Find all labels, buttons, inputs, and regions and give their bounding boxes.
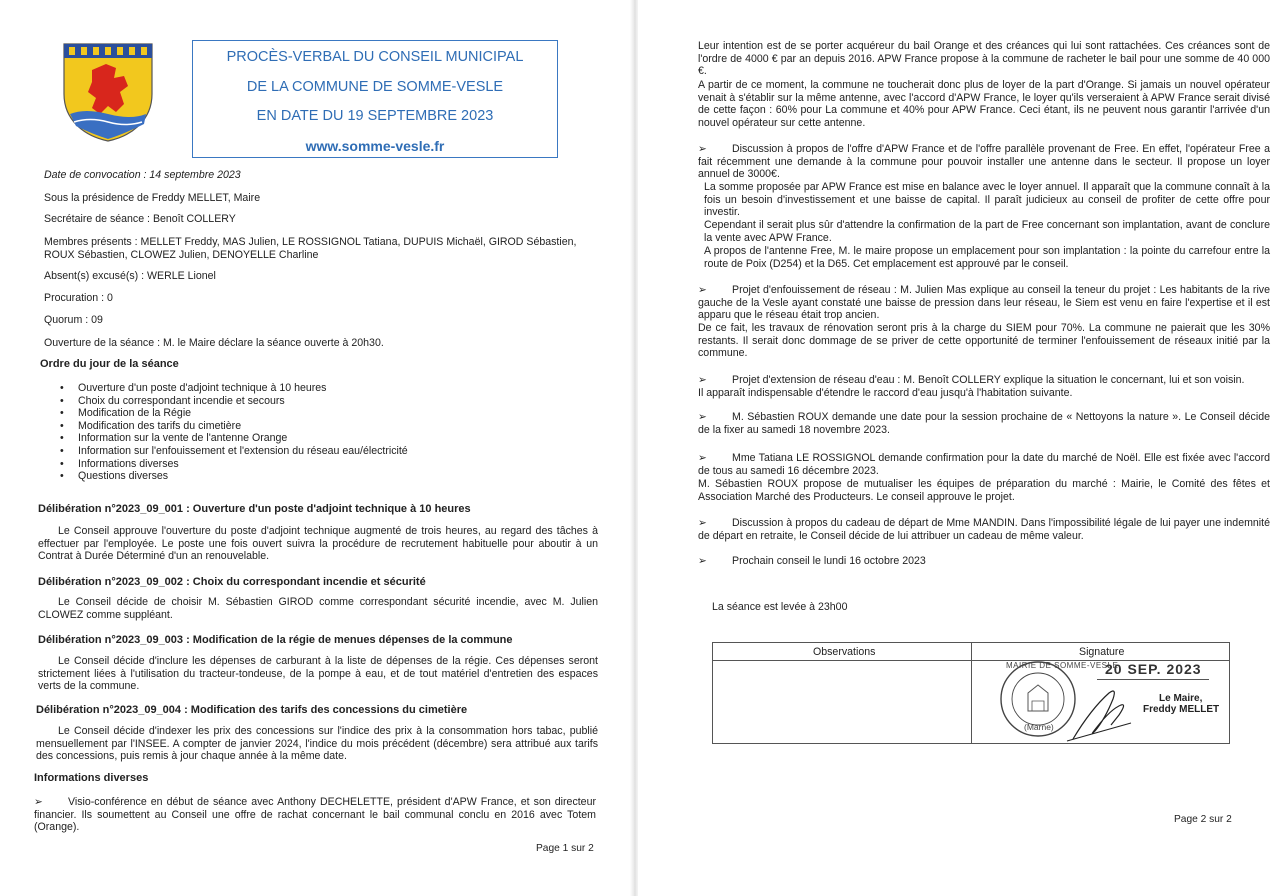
arrow-bullet-icon: ➢ [698, 555, 707, 567]
convocation-date: Date de convocation : 14 septembre 2023 [44, 169, 241, 181]
arrow-bullet-icon: ➢ [698, 374, 707, 386]
observations-header: Observations [813, 646, 876, 658]
presidence-line: Sous la présidence de Freddy MELLET, Maire [44, 192, 261, 204]
deliberation-1-text: Le Conseil approuve l'ouverture du poste d'adjoint technique augmenté de trois heures, au regard des tâches à effectuer par l'employée. Le poste une fois ouvert suivra la procédure de recrutement habituelle pour aboutir à un Contrat à Durée Déterminé d'un an renouvelable. [38, 525, 598, 563]
arrow-bullet-icon: ➢ [698, 284, 707, 296]
ouverture-line: Ouverture de la séance : M. le Maire déclare la séance ouverte à 20h30. [44, 337, 384, 349]
agenda-title: Ordre du jour de la séance [40, 358, 179, 370]
absents-line: Absent(s) excusé(s) : WERLE Lionel [44, 270, 216, 282]
page-1 [0, 0, 634, 896]
quorum-line: Quorum : 09 [44, 314, 103, 326]
agenda-item: • Modification des tarifs du cimetière [58, 420, 408, 433]
extension-item: ➢ Projet d'extension de réseau d'eau : M. Benoît COLLERY explique la situation le concernant, lui et son voisin. [698, 374, 1245, 386]
title-line-3: EN DATE DU 19 SEPTEMBRE 2023 [256, 108, 494, 124]
title-box [192, 40, 558, 158]
deliberation-4-title: Délibération n°2023_09_004 : Modification des tarifs des concessions du cimetière [36, 704, 468, 716]
extension-paragraph-2: Il apparaît indispensable d'étendre le raccord d'eau jusqu'à l'habitation suivante. [698, 387, 1073, 399]
deliberation-3-text: Le Conseil décide d'inclure les dépenses de carburant à la liste de dépenses de la régie. Ces dépenses seront strictement liées à l'utilisation du tracteur-tondeuse, de la pompe à eau, et de tout matériel d'entretien des espaces verts de la commune. [38, 655, 598, 693]
stamp-date: 20 SEP. 2023 [1105, 661, 1202, 677]
deliberation-4-text: Le Conseil décide d'indexer les prix des concessions sur l'indice des prix à la consommation hors tabac, publié mensuellement par l'INSEE. A compter de janvier 2024, l'indice du mois précédent (décembre) sera attribué aux tarifs des concessions, puis remis à jour chaque année à la même date. [36, 725, 598, 763]
seance-levee: La séance est levée à 23h00 [712, 601, 848, 613]
marche-item: ➢ Mme Tatiana LE ROSSIGNOL demande confirmation pour la date du marché de Noël. Elle est fixée avec l'accord de tous au samedi 16 décembre 2023. [698, 452, 1270, 477]
seal-bottom-text: (Marne) [1024, 722, 1054, 732]
info-item-1: ➢ Visio-conférence en début de séance avec Anthony DECHELETTE, président d'APW France, et son directeur financier. Ils soumettent au Conseil une offre de rachat concernant le bail communal conclu en 2016 avec Totem (Orange). [34, 796, 596, 834]
procuration-line: Procuration : 0 [44, 292, 113, 304]
free-paragraph-3: Cependant il serait plus sûr d'attendre la confirmation de la part de Free concernant son implantation, avant de conclure la vente avec APW France. [704, 219, 1270, 244]
agenda-list [58, 382, 408, 483]
arrow-bullet-icon: ➢ [698, 517, 707, 529]
arrow-bullet-icon: ➢ [698, 452, 707, 464]
enfouissement-item: ➢ Projet d'enfouissement de réseau : M. Julien Mas explique au conseil la teneur du projet : Les habitants de la rive gauche de la Vesle ayant constaté une baisse de pression dans leur réseau, le Siem est venu en faire l'expertise et il est apparu que le réseau était trop ancien. [698, 284, 1270, 322]
agenda-item: • Informations diverses [58, 458, 408, 471]
arrow-bullet-icon: ➢ [698, 143, 707, 155]
nettoyons-item: ➢ M. Sébastien ROUX demande une date pour la session prochaine de « Nettoyons la nature ». Le Conseil décide de la fixer au samedi 18 novembre 2023. [698, 411, 1270, 436]
website-url: www.somme-vesle.fr [305, 138, 445, 154]
secretaire-line: Secrétaire de séance : Benoît COLLERY [44, 213, 236, 225]
apartir-paragraph: A partir de ce moment, la commune ne toucherait donc plus de loyer de la part d'Orange. Si jamais un nouvel opérateur venait à s'établir sur la même antenne, avec l'accord d'APW France, le loyer qu'ils verseraient à APW France serait divisé de cette façon : 60% pour La commune et 40% pour APW France. Ceci étant, ils ne peuvent nous garantir l'arrivée d'un nouvel opérateur sur cette antenne. [698, 79, 1270, 129]
free-paragraph-2: La somme proposée par APW France est mise en balance avec le loyer annuel. Il apparaît que la commune connaît à la fois un besoin d'investissement et une baisse de capital. Il paraît judicieux au conseil de profiter de cette offre pour investir. [704, 181, 1270, 219]
deliberation-2-text: Le Conseil décide de choisir M. Sébastien GIROD comme correspondant sécurité incendie, avec M. Julien CLOWEZ comme suppléant. [38, 596, 598, 621]
signature-header: Signature [1079, 646, 1125, 658]
page-2 [638, 0, 1276, 896]
membres-line-1: Membres présents : MELLET Freddy, MAS Julien, LE ROSSIGNOL Tatiana, DUPUIS Michaël, GIROD Sébastien, [44, 236, 577, 248]
seal-text: MAIRIE DE SOMME-VESLE [1006, 661, 1119, 670]
signature-table [712, 642, 1230, 744]
page-number: Page 1 sur 2 [536, 843, 594, 854]
free-paragraph-4: A propos de l'antenne Free, M. le maire propose un emplacement pour son implantation : la pointe du carrefour entre la route de Poix (D254) et la D65. Cet emplacement est approuvé par le conseil. [704, 245, 1270, 270]
page-number: Page 2 sur 2 [1174, 814, 1232, 825]
title-line-2: DE LA COMMUNE DE SOMME-VESLE [246, 79, 504, 95]
agenda-item: • Choix du correspondant incendie et secours [58, 395, 408, 408]
title-line-1: PROCÈS-VERBAL DU CONSEIL MUNICIPAL [226, 49, 524, 65]
mandin-item: ➢ Discussion à propos du cadeau de départ de Mme MANDIN. Dans l'impossibilité légale de lui payer une indemnité de départ en retraite, le Conseil décide de lui attribuer un cadeau de même valeur. [698, 517, 1270, 542]
agenda-item: • Ouverture d'un poste d'adjoint technique à 10 heures [58, 382, 408, 395]
agenda-item: • Information sur la vente de l'antenne Orange [58, 432, 408, 445]
maire-title: Le Maire, [1159, 693, 1203, 704]
marche-paragraph-2: M. Sébastien ROUX propose de mutualiser les équipes de préparation du marché : Mairie, le Comité des fêtes et Association Marché des Producteurs. Le conseil approuve le projet. [698, 478, 1270, 503]
membres-line-2: ROUX Sébastien, CLOWEZ Julien, DENOYELLE Charline [44, 249, 319, 261]
agenda-item: • Questions diverses [58, 470, 408, 483]
free-item: ➢ Discussion à propos de l'offre d'APW France et de l'offre parallèle provenant de Free. En effet, l'opérateur Free a fait récemment une demande à la commune pour pouvoir installer une antenne dans le secteur. Il propose un loyer annuel de 3000€. [698, 143, 1270, 181]
deliberation-2-title: Délibération n°2023_09_002 : Choix du correspondant incendie et sécurité [38, 576, 426, 588]
deliberation-3-title: Délibération n°2023_09_003 : Modification de la régie de menues dépenses de la commune [38, 634, 513, 646]
coat-of-arms-icon [62, 42, 154, 142]
arrow-bullet-icon: ➢ [698, 411, 707, 423]
enfouissement-paragraph-2: De ce fait, les travaux de rénovation seront pris à la charge du SIEM pour 70%. La commune ne paierait que les 30% restants. Il serait donc dommage de se priver de cette opportunité de terminer l'enfouissement de réseaux initié par la commune. [698, 322, 1270, 360]
arrow-bullet-icon: ➢ [34, 796, 43, 808]
agenda-item: • Modification de la Régie [58, 407, 408, 420]
intention-paragraph: Leur intention est de se porter acquéreur du bail Orange et des créances qui lui sont rattachées. Ces créances sont de l'ordre de 4000 € par an depuis 2016. APW France propose à la commune de racheter le bail pour une somme de 40 000 €. [698, 40, 1270, 78]
handwritten-signature-icon [1061, 679, 1151, 743]
informations-title: Informations diverses [34, 772, 149, 784]
agenda-item: • Information sur l'enfouissement et l'extension du réseau eau/électricité [58, 445, 408, 458]
maire-name: Freddy MELLET [1143, 704, 1220, 715]
prochain-item: ➢ Prochain conseil le lundi 16 octobre 2023 [698, 555, 926, 567]
deliberation-1-title: Délibération n°2023_09_001 : Ouverture d'un poste d'adjoint technique à 10 heures [38, 503, 471, 515]
